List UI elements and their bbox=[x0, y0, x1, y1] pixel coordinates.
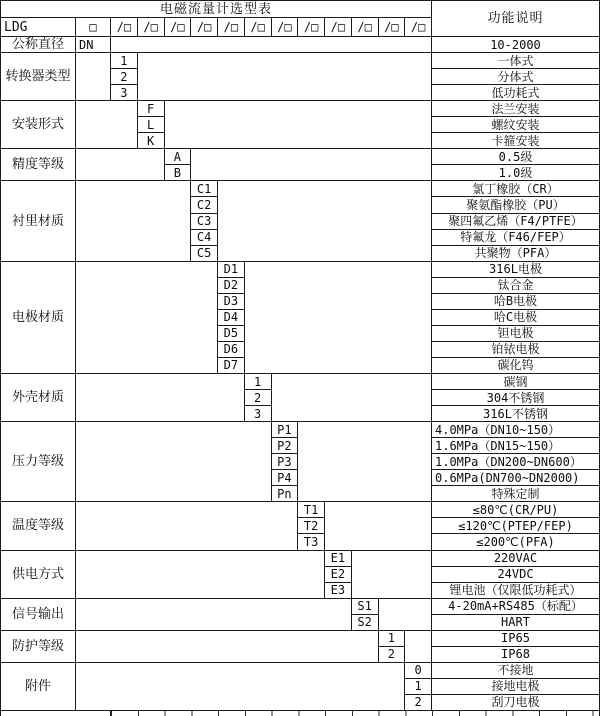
desc-cell: 10-2000 bbox=[432, 37, 600, 53]
desc-cell: 0.6MPa(DN700~DN2000) bbox=[432, 470, 600, 486]
right-gap-cell bbox=[379, 599, 433, 631]
code-cell: D2 bbox=[218, 278, 245, 294]
code-cell: DN bbox=[76, 37, 111, 53]
desc-cell: 碳钢 bbox=[432, 374, 600, 390]
desc-cell: 316L不锈钢 bbox=[432, 406, 600, 422]
section-label-2: 安装形式 bbox=[1, 101, 76, 149]
code-cell: P1 bbox=[272, 422, 299, 438]
right-gap-cell bbox=[272, 374, 433, 422]
code-cell: E3 bbox=[325, 583, 352, 599]
code-cell: 3 bbox=[111, 85, 138, 101]
left-gap-cell bbox=[76, 262, 218, 374]
bottom-strip-left bbox=[1, 711, 111, 716]
code-cell: B bbox=[165, 165, 192, 181]
desc-cell: 法兰安装 bbox=[432, 101, 600, 117]
code-cell: D5 bbox=[218, 326, 245, 342]
model-code-box: /□ bbox=[138, 18, 165, 37]
bottom-strip bbox=[111, 711, 600, 716]
code-cell: 3 bbox=[245, 406, 272, 422]
code-cell: D1 bbox=[218, 262, 245, 278]
desc-cell: 1.0MPa（DN200~DN600） bbox=[432, 454, 600, 470]
model-code-box: /□ bbox=[111, 18, 138, 37]
left-gap-cell bbox=[76, 663, 405, 711]
desc-cell: 一体式 bbox=[432, 53, 600, 69]
desc-cell: ≤200℃(PFA) bbox=[432, 534, 600, 550]
code-cell: Pn bbox=[272, 486, 299, 502]
left-gap-cell bbox=[76, 101, 138, 149]
left-gap-cell bbox=[76, 374, 245, 422]
model-code-box: /□ bbox=[272, 18, 299, 37]
desc-cell: 锂电池（仅限低功耗式） bbox=[432, 583, 600, 599]
section-label-12: 附件 bbox=[1, 663, 76, 711]
code-cell: P3 bbox=[272, 454, 299, 470]
code-cell: 2 bbox=[405, 695, 432, 711]
desc-cell: 卡箍安装 bbox=[432, 133, 600, 149]
left-gap-cell bbox=[76, 599, 352, 631]
code-cell: 1 bbox=[245, 374, 272, 390]
function-column-header: 功能说明 bbox=[432, 1, 600, 37]
desc-cell: ≤80℃(CR/PU) bbox=[432, 502, 600, 518]
section-label-6: 外壳材质 bbox=[1, 374, 76, 422]
code-cell: D3 bbox=[218, 294, 245, 310]
code-cell: 1 bbox=[405, 679, 432, 695]
section-label-0: 公称直径 bbox=[1, 37, 76, 53]
desc-cell: 钽电极 bbox=[432, 326, 600, 342]
left-gap-cell bbox=[76, 422, 272, 502]
desc-cell: IP68 bbox=[432, 647, 600, 663]
desc-cell: 4.0MPa（DN10~150） bbox=[432, 422, 600, 438]
desc-cell: 316L电极 bbox=[432, 262, 600, 278]
right-gap-cell bbox=[111, 37, 432, 53]
right-gap-cell bbox=[325, 502, 432, 550]
code-cell: S2 bbox=[352, 615, 379, 631]
model-code-box: /□ bbox=[218, 18, 245, 37]
code-cell: D6 bbox=[218, 342, 245, 358]
right-gap-cell bbox=[352, 551, 432, 599]
desc-cell: 螺纹安装 bbox=[432, 117, 600, 133]
selection-table-grid bbox=[1, 1, 600, 716]
desc-cell: 刮刀电极 bbox=[432, 695, 600, 711]
desc-cell: 304不锈钢 bbox=[432, 390, 600, 406]
desc-cell: HART bbox=[432, 615, 600, 631]
left-gap-cell bbox=[76, 502, 298, 550]
desc-cell: 氯丁橡胶（CR） bbox=[432, 181, 600, 197]
left-gap-cell bbox=[76, 53, 111, 101]
desc-cell: 哈C电极 bbox=[432, 310, 600, 326]
model-code-box: /□ bbox=[405, 18, 432, 37]
desc-cell: 分体式 bbox=[432, 69, 600, 85]
desc-cell: 特殊定制 bbox=[432, 486, 600, 502]
desc-cell: 1.0级 bbox=[432, 165, 600, 181]
left-gap-cell bbox=[76, 149, 165, 181]
section-label-9: 供电方式 bbox=[1, 551, 76, 599]
code-cell: E1 bbox=[325, 551, 352, 567]
right-gap-cell bbox=[298, 422, 432, 502]
code-cell: T1 bbox=[298, 502, 325, 518]
code-cell: A bbox=[165, 149, 192, 165]
right-gap-cell bbox=[191, 149, 432, 181]
desc-cell: IP65 bbox=[432, 631, 600, 647]
desc-cell: 4-20mA+RS485（标配） bbox=[432, 599, 600, 615]
code-cell: E2 bbox=[325, 567, 352, 583]
code-cell: 2 bbox=[379, 647, 406, 663]
code-cell: 0 bbox=[405, 663, 432, 679]
desc-cell: 不接地 bbox=[432, 663, 600, 679]
code-cell: C5 bbox=[191, 246, 218, 262]
right-gap-cell bbox=[218, 181, 432, 261]
code-cell: 2 bbox=[111, 69, 138, 85]
section-label-1: 转换器类型 bbox=[1, 53, 76, 101]
model-code-box: /□ bbox=[298, 18, 325, 37]
desc-cell: 特氟龙（F46/FEP） bbox=[432, 230, 600, 246]
code-cell: T3 bbox=[298, 534, 325, 550]
section-label-3: 精度等级 bbox=[1, 149, 76, 181]
model-code-box: /□ bbox=[352, 18, 379, 37]
code-cell: P2 bbox=[272, 438, 299, 454]
left-gap-cell bbox=[76, 181, 191, 261]
code-cell: C3 bbox=[191, 214, 218, 230]
section-label-4: 衬里材质 bbox=[1, 181, 76, 261]
section-label-7: 压力等级 bbox=[1, 422, 76, 502]
desc-cell: 接地电极 bbox=[432, 679, 600, 695]
right-gap-cell bbox=[245, 262, 432, 374]
desc-cell: 聚氨酯橡胶（PU） bbox=[432, 197, 600, 213]
desc-cell: 哈B电极 bbox=[432, 294, 600, 310]
code-cell: T2 bbox=[298, 518, 325, 534]
code-cell: C4 bbox=[191, 230, 218, 246]
model-code-box: /□ bbox=[325, 18, 352, 37]
code-cell: F bbox=[138, 101, 165, 117]
left-gap-cell bbox=[76, 551, 325, 599]
desc-cell: 钛合金 bbox=[432, 278, 600, 294]
desc-cell: 24VDC bbox=[432, 567, 600, 583]
section-label-8: 温度等级 bbox=[1, 502, 76, 550]
code-cell: D4 bbox=[218, 310, 245, 326]
section-label-11: 防护等级 bbox=[1, 631, 76, 663]
code-cell: K bbox=[138, 133, 165, 149]
model-code-box: /□ bbox=[165, 18, 192, 37]
desc-cell: ≤120℃(PTEP/FEP) bbox=[432, 518, 600, 534]
section-label-5: 电极材质 bbox=[1, 262, 76, 374]
code-cell: P4 bbox=[272, 470, 299, 486]
code-cell: S1 bbox=[352, 599, 379, 615]
right-gap-cell bbox=[405, 631, 432, 663]
left-gap-cell bbox=[76, 631, 379, 663]
model-code-box-first: □ bbox=[76, 18, 111, 37]
section-label-10: 信号输出 bbox=[1, 599, 76, 631]
model-code-box: /□ bbox=[245, 18, 272, 37]
desc-cell: 0.5级 bbox=[432, 149, 600, 165]
desc-cell: 220VAC bbox=[432, 551, 600, 567]
model-code-box: /□ bbox=[191, 18, 218, 37]
model-prefix: LDG bbox=[1, 18, 76, 37]
right-gap-cell bbox=[138, 53, 432, 101]
desc-cell: 碳化钨 bbox=[432, 358, 600, 374]
desc-cell: 低功耗式 bbox=[432, 85, 600, 101]
code-cell: L bbox=[138, 117, 165, 133]
code-cell: C1 bbox=[191, 181, 218, 197]
desc-cell: 共聚物（PFA） bbox=[432, 246, 600, 262]
model-code-box: /□ bbox=[379, 18, 406, 37]
code-cell: 1 bbox=[111, 53, 138, 69]
desc-cell: 聚四氟乙烯（F4/PTFE） bbox=[432, 214, 600, 230]
table-title: 电磁流量计选型表 bbox=[1, 1, 432, 18]
desc-cell: 铂铱电极 bbox=[432, 342, 600, 358]
code-cell: 1 bbox=[379, 631, 406, 647]
right-gap-cell bbox=[165, 101, 433, 149]
code-cell: 2 bbox=[245, 390, 272, 406]
desc-cell: 1.6MPa（DN15~150） bbox=[432, 438, 600, 454]
code-cell: C2 bbox=[191, 197, 218, 213]
code-cell: D7 bbox=[218, 358, 245, 374]
